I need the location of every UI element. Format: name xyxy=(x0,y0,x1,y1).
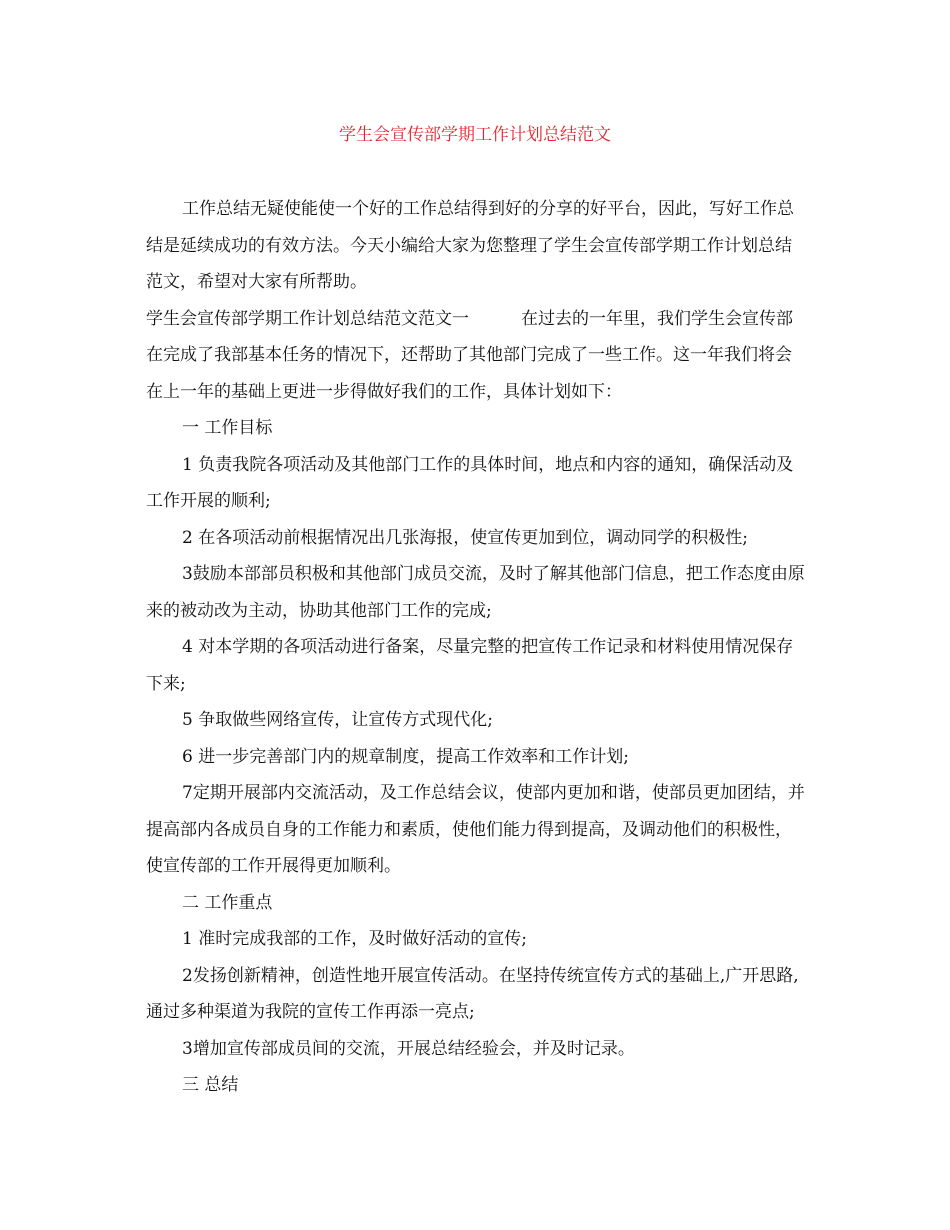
heading-summary: 三 总结 xyxy=(182,1075,239,1095)
goal-item: 6 进一步完善部门内的规章制度，提高工作效率和工作计划; xyxy=(182,746,629,767)
goal-item: 1 负责我院各项活动及其他部门工作的具体时间，地点和内容的通知，确保活动及工作开展的顺利; xyxy=(146,454,794,511)
document-title: 学生会宣传部学期工作计划总结范文 xyxy=(339,125,611,145)
goal-item: 4 对本学期的各项活动进行备案，尽量完整的把宣传工作记录和材料使用情况保存下来; xyxy=(146,637,794,694)
goal-item: 2 在各项活动前根据情况出几张海报，使宣传更加到位，调动同学的积极性; xyxy=(182,527,748,548)
goal-item: 3鼓励本部部员积极和其他部门成员交流，及时了解其他部门信息，把工作态度由原来的被动改为主动，协助其他部门工作的完成; xyxy=(146,564,805,621)
focus-item: 2发扬创新精神，创造性地开展宣传活动。在坚持传统宣传方式的基础上,广开思路,通过多种渠道为我院的宣传工作再添一亮点; xyxy=(146,965,799,1022)
focus-item: 1 准时完成我部的工作，及时做好活动的宣传; xyxy=(182,929,527,949)
focus-item: 3增加宣传部成员间的交流，开展总结经验会，并及时记录。 xyxy=(182,1038,635,1059)
section-paragraph xyxy=(146,301,806,411)
heading-focus: 二 工作重点 xyxy=(182,892,273,913)
intro-paragraph: 工作总结无疑使能使一个好的工作总结得到好的分享的好平台，因此，写好工作总结是延续成功的有效方法。今天小编给大家为您整理了学生会宣传部学期工作计划总结范文，希望对大家有所帮助。 xyxy=(146,199,794,292)
document-body xyxy=(146,191,806,1104)
section-label: 学生会宣传部学期工作计划总结范文范文一 xyxy=(146,308,469,329)
goal-item: 5 争取做些网络宣传，让宣传方式现代化; xyxy=(182,710,493,730)
heading-goals: 一 工作目标 xyxy=(182,418,273,438)
goal-item: 7定期开展部内交流活动，及工作总结会议，使部内更加和谐，使部员更加团结，并提高部内各成员自身的工作能力和素质，使他们能力得到提高，及调动他们的积极性，使宣传部的工作开展得更加顺利。 xyxy=(146,783,805,876)
section-intro: 在过去的一年里，我们学生会宣传部在完成了我部基本任务的情况下，还帮助了其他部门完成了一些工作。这一年我们将会在上一年的基础上更进一步得做好我们的工作，具体计划如下： xyxy=(146,308,793,402)
